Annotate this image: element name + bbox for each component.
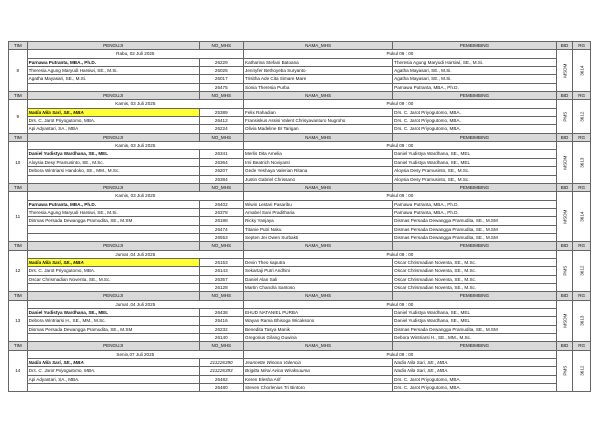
col-header-tim: TIM xyxy=(9,342,28,350)
header-row xyxy=(9,42,591,50)
supervisor-cell: Oscar Chrismadian Noventa, SE., M.Sc. xyxy=(393,275,557,283)
student-name-cell: Wayan Rama Bhisoga Wicaksono xyxy=(244,317,393,325)
table-row xyxy=(9,75,591,83)
table-row xyxy=(9,384,591,392)
room-code: 3613 xyxy=(578,315,584,327)
examiner-cell: Daniel Yudistya Wardhana, SE., MEL xyxy=(27,150,199,158)
session-row xyxy=(9,192,591,200)
examiner-cell: Api Adyantari, SA., MBA xyxy=(27,125,199,133)
table-row xyxy=(9,117,591,125)
student-number-cell: 26412 xyxy=(199,117,244,125)
student-number-cell: 26475 xyxy=(199,83,244,91)
table-row xyxy=(9,83,591,91)
supervisor-cell: Oscar Chrismadian Noventa, SE., M.Sc. xyxy=(393,267,557,275)
field-label xyxy=(556,300,573,342)
examiner-cell xyxy=(27,334,199,342)
student-name-cell: Keren Elesha Arif xyxy=(244,375,393,383)
student-name-cell: Irni Beatrich Noviyanti xyxy=(244,158,393,166)
table-row xyxy=(9,67,591,75)
supervisor-cell: Drs. C. Jarot Priyogutomo, MBA. xyxy=(393,375,557,383)
room-label xyxy=(573,192,591,242)
team-number: 9 xyxy=(9,100,28,133)
supervisor-cell: Dismas Persada Dewangga Pramudita, SE., M.SM xyxy=(393,233,557,241)
col-header-penguji: PENGUJI xyxy=(27,292,199,300)
table-row xyxy=(9,108,591,116)
room-label xyxy=(573,100,591,133)
table-row xyxy=(9,233,591,241)
room-code: 3612 xyxy=(578,111,584,122)
examiner-cell: Debora Wintriarsi H., SE., MM., M.Sc. xyxy=(27,317,199,325)
student-number-cell: 211226393 xyxy=(199,367,244,375)
col-header-nama-mhs: NAMA_MHS xyxy=(244,292,393,300)
field-label xyxy=(556,50,573,92)
student-number-cell: 26416 xyxy=(199,317,244,325)
team-number: 8 xyxy=(9,50,28,92)
table-row xyxy=(9,58,591,66)
col-header-pembimbing: PEMBIMBING xyxy=(393,242,557,250)
field-code: PMS xyxy=(561,265,567,276)
field-code: MSDM xyxy=(561,155,567,170)
col-header-no-mhs: NO_MHS xyxy=(199,292,244,300)
table-row xyxy=(9,200,591,208)
schedule-table xyxy=(8,41,591,392)
examiner-cell xyxy=(27,83,199,91)
col-header-bid: BID xyxy=(556,42,573,50)
col-header-rg: RG xyxy=(573,133,591,141)
student-number-cell: 26232 xyxy=(199,325,244,333)
session-row xyxy=(9,142,591,150)
session-row xyxy=(9,250,591,258)
col-header-rg: RG xyxy=(573,42,591,50)
col-header-penguji: PENGUJI xyxy=(27,133,199,141)
col-header-nama-mhs: NAMA_MHS xyxy=(244,133,393,141)
student-name-cell: Sonia Theresia Purba xyxy=(244,83,393,91)
supervisor-cell: Nadia Nila Sari, SE., MBA. xyxy=(393,367,557,375)
room-label xyxy=(573,142,591,184)
col-header-bid: BID xyxy=(556,92,573,100)
table-row xyxy=(9,367,591,375)
field-code: MSDM xyxy=(561,313,567,329)
col-header-bid: BID xyxy=(556,183,573,191)
supervisor-cell: Dismas Persada Dewangga Pramudita, SE., M.SM xyxy=(393,217,557,225)
session-row xyxy=(9,350,591,358)
field-code: MSDM xyxy=(561,209,567,224)
supervisor-cell: Nadia Nila Sari, SE., MBA. xyxy=(393,359,557,367)
team-number: 14 xyxy=(9,350,28,392)
col-header-tim: TIM xyxy=(9,133,28,141)
examiner-cell: Drs. C. Jarot Priyogutomo, MBA. xyxy=(27,367,199,375)
session-date: Senin,07 Juli 2025 xyxy=(27,350,243,358)
supervisor-cell: Daniel Yudistya Wardhana, SE., MEL xyxy=(393,317,557,325)
examiner-cell: Nadia Nila Sari, SE., MBA xyxy=(27,359,199,367)
room-label xyxy=(573,250,591,292)
student-name-cell: Wiwin Lestari Pasaribu xyxy=(244,200,393,208)
student-number-cell: 26553 xyxy=(199,233,244,241)
session-date: Rabu, 02 Juli 2025 xyxy=(27,50,243,58)
table-row xyxy=(9,167,591,175)
col-header-penguji: PENGUJI xyxy=(27,242,199,250)
field-label xyxy=(556,100,573,133)
student-number-cell: 26357 xyxy=(199,275,244,283)
table-row xyxy=(9,359,591,367)
student-number-cell: 26188 xyxy=(199,217,244,225)
examiner-cell: Drs. C. Jarot Priyogutomo, MBA. xyxy=(27,117,199,125)
table-row xyxy=(9,325,591,333)
student-name-cell: Benedita Tasya Manik xyxy=(244,325,393,333)
col-header-rg: RG xyxy=(573,242,591,250)
col-header-bid: BID xyxy=(556,133,573,141)
student-number-cell: 26025 xyxy=(199,67,244,75)
header-row xyxy=(9,133,591,141)
examiner-cell: Nadia Nila Sari, SE., MBA xyxy=(27,258,199,266)
team-number: 13 xyxy=(9,300,28,342)
examiner-cell: Nadia Nila Sari, SE., MBA xyxy=(27,108,199,116)
field-code: PMS xyxy=(561,366,567,377)
session-row xyxy=(9,300,591,308)
student-number-cell: 26128 xyxy=(199,283,244,291)
col-header-rg: RG xyxy=(573,92,591,100)
student-number-cell: 26384 xyxy=(199,175,244,183)
examiner-cell xyxy=(27,233,199,241)
room-label xyxy=(573,50,591,92)
examiner-cell: Dismas Persada Dewangga Pramudita, SE., M.SM xyxy=(27,325,199,333)
table-row xyxy=(9,275,591,283)
student-number-cell: 26224 xyxy=(199,125,244,133)
examiner-cell: Theresia Agung Maryudi Harsiwi, SE., M.Si. xyxy=(27,208,199,216)
team-number: 12 xyxy=(9,250,28,292)
table-row xyxy=(9,267,591,275)
student-name-cell: EHUD NATANIEL PURBA xyxy=(244,309,393,317)
examiner-cell xyxy=(27,283,199,291)
examiner-cell: Daniel Yudistya Wardhana, SE., MEL xyxy=(27,309,199,317)
student-name-cell: Gede Yeshaya Valerian Ritana xyxy=(244,167,393,175)
student-name-cell: Ricky Yanjaya xyxy=(244,217,393,225)
col-header-pembimbing: PEMBIMBING xyxy=(393,42,557,50)
student-number-cell: 26482 xyxy=(199,375,244,383)
table-row xyxy=(9,217,591,225)
field-label xyxy=(556,192,573,242)
examiner-cell: Drs. C. Jarot Priyogutomo, MBA. xyxy=(27,267,199,275)
supervisor-cell: Drs. C. Jarot Priyogutomo, MBA. xyxy=(393,125,557,133)
col-header-pembimbing: PEMBIMBING xyxy=(393,183,557,191)
examiner-cell xyxy=(27,384,199,392)
col-header-no-mhs: NO_MHS xyxy=(199,342,244,350)
col-header-tim: TIM xyxy=(9,92,28,100)
table-row xyxy=(9,283,591,291)
col-header-bid: BID xyxy=(556,342,573,350)
col-header-penguji: PENGUJI xyxy=(27,342,199,350)
student-number-cell: 26438 xyxy=(199,309,244,317)
examiner-cell: Aloysia Desy Pramusinto, SE., M.Sc. xyxy=(27,158,199,166)
examiner-cell: Api Adyantari, SA., MBA. xyxy=(27,375,199,383)
student-number-cell: 26229 xyxy=(199,58,244,66)
supervisor-cell: Aloysia Desy Pramusinto, SE., M.Sc. xyxy=(393,175,557,183)
student-name-cell: Devin Theo saputra xyxy=(244,258,393,266)
student-name-cell: Fransiskus Assisi Valent Chrisyavanturo Nugroho xyxy=(244,117,393,125)
supervisor-cell: Daniel Yudistya Wardhana, SE., MEL xyxy=(393,150,557,158)
room-code: 3613 xyxy=(578,157,584,168)
supervisor-cell: Parnawa Putranta, MBA., Ph.D. xyxy=(393,208,557,216)
table-row xyxy=(9,334,591,342)
table-row xyxy=(9,158,591,166)
header-row xyxy=(9,292,591,300)
table-row xyxy=(9,208,591,216)
student-number-cell: 26480 xyxy=(199,384,244,392)
supervisor-cell: Drs. C. Jarot Priyogutomo, MBA. xyxy=(393,117,557,125)
col-header-pembimbing: PEMBIMBING xyxy=(393,342,557,350)
student-name-cell: Steven Chorlenius Tri Bintoro xyxy=(244,384,393,392)
session-time: Pukul 09 : 00 xyxy=(244,300,557,308)
student-name-cell: Daniel Alan Sali xyxy=(244,275,393,283)
supervisor-cell: Daniel Yudistya Wardhana, SE., MEL xyxy=(393,309,557,317)
student-name-cell: Merlis Dita Amelia xyxy=(244,150,393,158)
student-number-cell: 25389 xyxy=(199,108,244,116)
examiner-cell: Dismas Persada Dewangga Pramudita, SE., M.SM xyxy=(27,217,199,225)
supervisor-cell: Debora Wintriarsi H., SE., MM., M.Sc. xyxy=(393,334,557,342)
session-time: Pukul 09 : 00 xyxy=(244,50,557,58)
supervisor-cell: Dismas Persada Dewangga Pramudita, SE., M.SM xyxy=(393,325,557,333)
col-header-penguji: PENGUJI xyxy=(27,92,199,100)
supervisor-cell: Oscar Chrismadian Noventa, SE., M.Sc. xyxy=(393,258,557,266)
student-name-cell: Martin Chandra Santoso xyxy=(244,283,393,291)
session-time: Pukul 09 : 00 xyxy=(244,100,557,108)
session-time: Pukul 09 : 00 xyxy=(244,192,557,200)
student-number-cell: 26402 xyxy=(199,200,244,208)
table-row xyxy=(9,125,591,133)
student-name-cell: Felix Rahadian xyxy=(244,108,393,116)
col-header-rg: RG xyxy=(573,183,591,191)
col-header-rg: RG xyxy=(573,292,591,300)
col-header-no-mhs: NO_MHS xyxy=(199,183,244,191)
team-number: 10 xyxy=(9,142,28,184)
table-row xyxy=(9,375,591,383)
session-date: Kamis, 03 Juli 2025 xyxy=(27,142,243,150)
supervisor-cell: Aloysia Desy Pramusinto, SE., M.Sc. xyxy=(393,167,557,175)
col-header-no-mhs: NO_MHS xyxy=(199,133,244,141)
student-name-cell: Trisitha Ade Cita Simare Mare xyxy=(244,75,393,83)
supervisor-cell: Parnawa Putranta, MBA., Ph.D. xyxy=(393,83,557,91)
schedule-body xyxy=(9,42,591,392)
col-header-penguji: PENGUJI xyxy=(27,183,199,191)
examiner-cell xyxy=(27,225,199,233)
table-row xyxy=(9,150,591,158)
supervisor-cell: Agatha Mayasari, SE., M.Si. xyxy=(393,67,557,75)
col-header-no-mhs: NO_MHS xyxy=(199,242,244,250)
room-code: 3612 xyxy=(578,265,584,277)
col-header-nama-mhs: NAMA_MHS xyxy=(244,183,393,191)
room-label xyxy=(573,300,591,342)
col-header-tim: TIM xyxy=(9,242,28,250)
student-number-cell: 26153 xyxy=(199,258,244,266)
session-row xyxy=(9,50,591,58)
session-time: Pukul 09 : 00 xyxy=(244,142,557,150)
col-header-nama-mhs: NAMA_MHS xyxy=(244,92,393,100)
student-number-cell: 26207 xyxy=(199,167,244,175)
student-number-cell: 26017 xyxy=(199,75,244,83)
supervisor-cell: Dismas Persada Dewangga Pramudita, SE., M.SM xyxy=(393,225,557,233)
supervisor-cell: Daniel Yudistya Wardhana, SE., MEL xyxy=(393,158,557,166)
field-label xyxy=(556,142,573,184)
session-time: Pukul 09 : 00 xyxy=(244,350,557,358)
session-date: Jumat ,04 Juli 2025 xyxy=(27,300,243,308)
student-name-cell: Gregorius Gilang Guwina xyxy=(244,334,393,342)
col-header-pembimbing: PEMBIMBING xyxy=(393,292,557,300)
student-name-cell: Justin Gabriel Chrissano xyxy=(244,175,393,183)
supervisor-cell: Parnawa Putranta, MBA., Ph.D. xyxy=(393,200,557,208)
session-row xyxy=(9,100,591,108)
supervisor-cell: Oscar Chrismadian Noventa, SE., M.Sc. xyxy=(393,283,557,291)
team-number: 11 xyxy=(9,192,28,242)
col-header-bid: BID xyxy=(556,242,573,250)
room-code: 3614 xyxy=(578,65,584,76)
col-header-nama-mhs: NAMA_MHS xyxy=(244,342,393,350)
student-number-cell: 26364 xyxy=(199,158,244,166)
examiner-cell: Agatha Mayasari, SE., M.Si. xyxy=(27,75,199,83)
col-header-rg: RG xyxy=(573,342,591,350)
student-name-cell: Sekartaji Putri Andhini xyxy=(244,267,393,275)
field-label xyxy=(556,250,573,292)
col-header-pembimbing: PEMBIMBING xyxy=(393,133,557,141)
field-label xyxy=(556,350,573,392)
student-name-cell: Amabel Sani Praditharia xyxy=(244,208,393,216)
student-name-cell: Jeannette Winona Valencia xyxy=(244,359,393,367)
examiner-cell: Debora Wintriarsi Handoko, SE., MM., M.Sc. xyxy=(27,167,199,175)
examiner-cell: Parnawa Putranta, MBA., Ph.D. xyxy=(27,200,199,208)
header-row xyxy=(9,183,591,191)
student-name-cell: Brigitta Mirai Avina Wiraksuuma xyxy=(244,367,393,375)
student-number-cell: 211226390 xyxy=(199,359,244,367)
field-code: PMS xyxy=(561,111,567,122)
header-row xyxy=(9,242,591,250)
col-header-no-mhs: NO_MHS xyxy=(199,42,244,50)
supervisor-cell: Drs. C. Jarot Priyogutomo, MBA. xyxy=(393,384,557,392)
examiner-cell xyxy=(27,175,199,183)
student-number-cell: 26143 xyxy=(199,267,244,275)
col-header-nama-mhs: NAMA_MHS xyxy=(244,42,393,50)
col-header-no-mhs: NO_MHS xyxy=(199,92,244,100)
session-date: Kamis, 03 Juli 2025 xyxy=(27,100,243,108)
supervisor-cell: Drs. C. Jarot Priyogutomo, MBA. xyxy=(393,108,557,116)
table-row xyxy=(9,225,591,233)
examiner-cell: Theresia Agung Maryudi Harsiwi, SE., M.Si. xyxy=(27,67,199,75)
student-number-cell: 26140 xyxy=(199,334,244,342)
student-number-cell: 26378 xyxy=(199,208,244,216)
col-header-tim: TIM xyxy=(9,183,28,191)
header-row xyxy=(9,92,591,100)
col-header-pembimbing: PEMBIMBING xyxy=(393,92,557,100)
col-header-penguji: PENGUJI xyxy=(27,42,199,50)
room-label xyxy=(573,350,591,392)
student-name-cell: Jennyfer Bethoyeba Suryanto xyxy=(244,67,393,75)
col-header-bid: BID xyxy=(556,292,573,300)
supervisor-cell: Agatha Mayasari, SE., M.Si. xyxy=(393,75,557,83)
session-time: Pukul 09 : 00 xyxy=(244,250,557,258)
table-row xyxy=(9,317,591,325)
examiner-cell: Parnawa Putranta, MBA., Ph.D. xyxy=(27,58,199,66)
student-number-cell: 26474 xyxy=(199,225,244,233)
col-header-tim: TIM xyxy=(9,292,28,300)
field-code: MSDM xyxy=(561,63,567,78)
student-number-cell: 26341 xyxy=(199,150,244,158)
student-name-cell: Titanie Putri Naku xyxy=(244,225,393,233)
header-row xyxy=(9,342,591,350)
room-code: 3614 xyxy=(578,211,584,222)
table-row xyxy=(9,309,591,317)
examiner-cell: Oscar Chrismadian Noventa, SE., M.Sc. xyxy=(27,275,199,283)
col-header-tim: TIM xyxy=(9,42,28,50)
student-name-cell: Katharina Stefani Batoana xyxy=(244,58,393,66)
table-row xyxy=(9,175,591,183)
student-name-cell: Septen Jei Owen Surbakti xyxy=(244,233,393,241)
col-header-nama-mhs: NAMA_MHS xyxy=(244,242,393,250)
session-date: Kamis, 03 Juli 2025 xyxy=(27,192,243,200)
session-date: Jumat ,04 Juli 2025 xyxy=(27,250,243,258)
supervisor-cell: Theresia Agung Maryudi Harsiwi, SE., M.Si. xyxy=(393,58,557,66)
room-code: 3612 xyxy=(578,365,584,377)
table-row xyxy=(9,258,591,266)
student-name-cell: Olivia Madeline Br Tarigan xyxy=(244,125,393,133)
